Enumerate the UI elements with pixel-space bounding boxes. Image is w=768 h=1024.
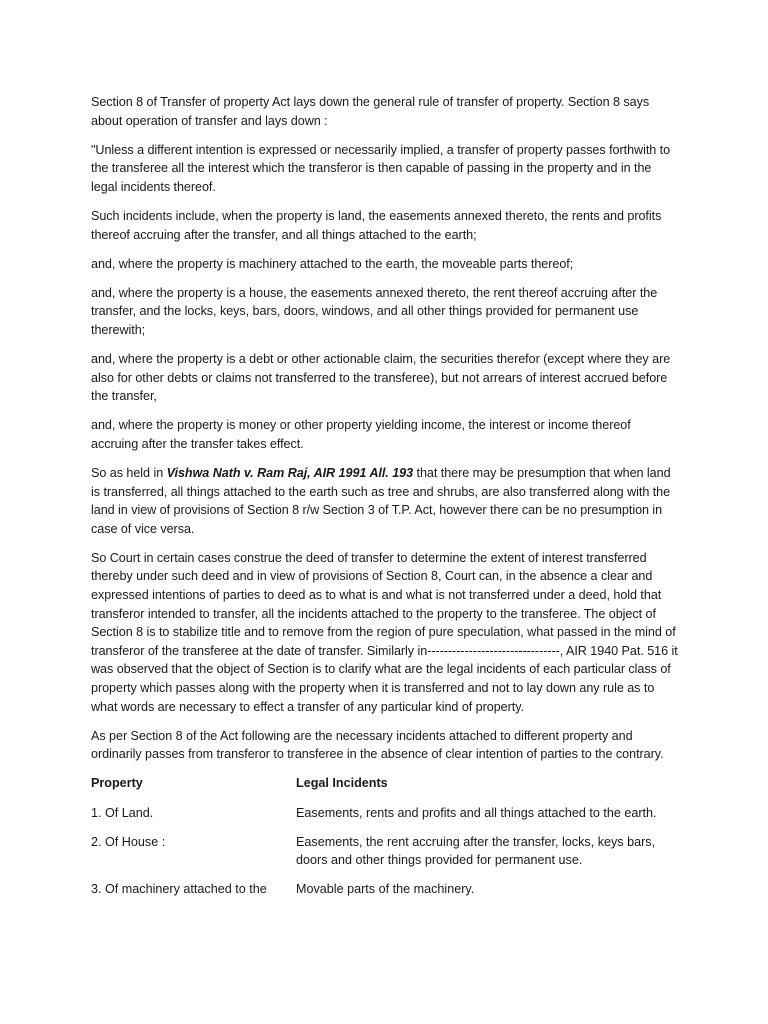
table-row	[91, 880, 681, 909]
paragraph-case-law	[91, 464, 681, 538]
table-header-row	[91, 774, 681, 803]
cell-property: 2. Of House :	[91, 834, 166, 849]
paragraph-court: So Court in certain cases construe the deed of transfer to determine the extent of interest transferred thereby under such deed and in view of provisions of Section 8, Court can, in the absence a clear and expressed intentions of parties to deed as to what is and what is not transferred under a deed, hold that transferor intended to transfer, all the incidents attached to the property to the transferee. The object of Section 8 is to stabilize title and to remove from the region of pure speculation, what passed in the mind of transferor of the transferee at the date of transfer. Similarly in--------------------------------, AIR 1940 Pat. 516 it was observed that the object of Section is to clarify what are the legal incidents of each particular class of property which passes along with the property when it is transferred and not to lay down any rule as to what words are necessary to effect a transfer of any particular kind of property.	[91, 550, 678, 714]
case-text-after: that there may be presumption that when land is transferred, all things attached to the earth such as tree and shrubs, are also transferred along with the land in view of provisions of Section 8 r/w Section 3 of T.P. Act, however there can be no presumption in case of vice versa.	[91, 466, 671, 536]
cell-incidents: Movable parts of the machinery.	[296, 882, 475, 897]
header-legal-incidents: Legal Incidents	[296, 776, 388, 791]
cell-incidents: Easements, the rent accruing after the transfer, locks, keys bars, doors and other things provided for permanent use.	[296, 834, 656, 868]
paragraph-machinery: and, where the property is machinery attached to the earth, the moveable parts thereof;	[91, 256, 574, 271]
case-citation: Vishwa Nath v. Ram Raj, AIR 1991 All. 193	[166, 466, 414, 480]
header-property: Property	[91, 776, 143, 791]
cell-incidents: Easements, rents and profits and all things attached to the earth.	[296, 805, 657, 820]
paragraph-house: and, where the property is a house, the easements annexed thereto, the rent thereof accruing after the transfer, and the locks, keys, bars, doors, windows, and all other things provided for permanent use therewith;	[91, 285, 658, 337]
case-text-before: So as held in	[91, 466, 167, 480]
cell-property: 1. Of Land.	[91, 805, 154, 820]
cell-property: 3. Of machinery attached to the	[91, 882, 267, 897]
paragraph-money: and, where the property is money or other property yielding income, the interest or income thereof accruing after the transfer takes effect.	[91, 418, 631, 451]
table-row	[91, 804, 681, 833]
incidents-table	[91, 774, 681, 909]
paragraph-quote-start: "Unless a different intention is expressed or necessarily implied, a transfer of property passes forthwith to the transferee all the interest which the transferor is then capable of passing in the property and in the legal incidents thereof.	[91, 142, 671, 194]
paragraph-intro: Section 8 of Transfer of property Act lays down the general rule of transfer of property. Section 8 says about operation of transfer and lays down :	[91, 95, 650, 128]
paragraph-per-section: As per Section 8 of the Act following are the necessary incidents attached to different property and ordinarily passes from transferor to transferee in the absence of clear intention of parties to the contrary.	[91, 728, 664, 762]
paragraph-debt: and, where the property is a debt or other actionable claim, the securities therefor (except where they are also for other debts or claims not transferred to the transferee), but not arrears of interest accrued before the transfer,	[91, 352, 671, 404]
document-page	[91, 93, 681, 909]
paragraph-land-incidents: Such incidents include, when the property is land, the easements annexed thereto, the rents and profits thereof accruing after the transfer, and all things attached to the earth;	[91, 208, 662, 242]
table-row	[91, 833, 681, 881]
